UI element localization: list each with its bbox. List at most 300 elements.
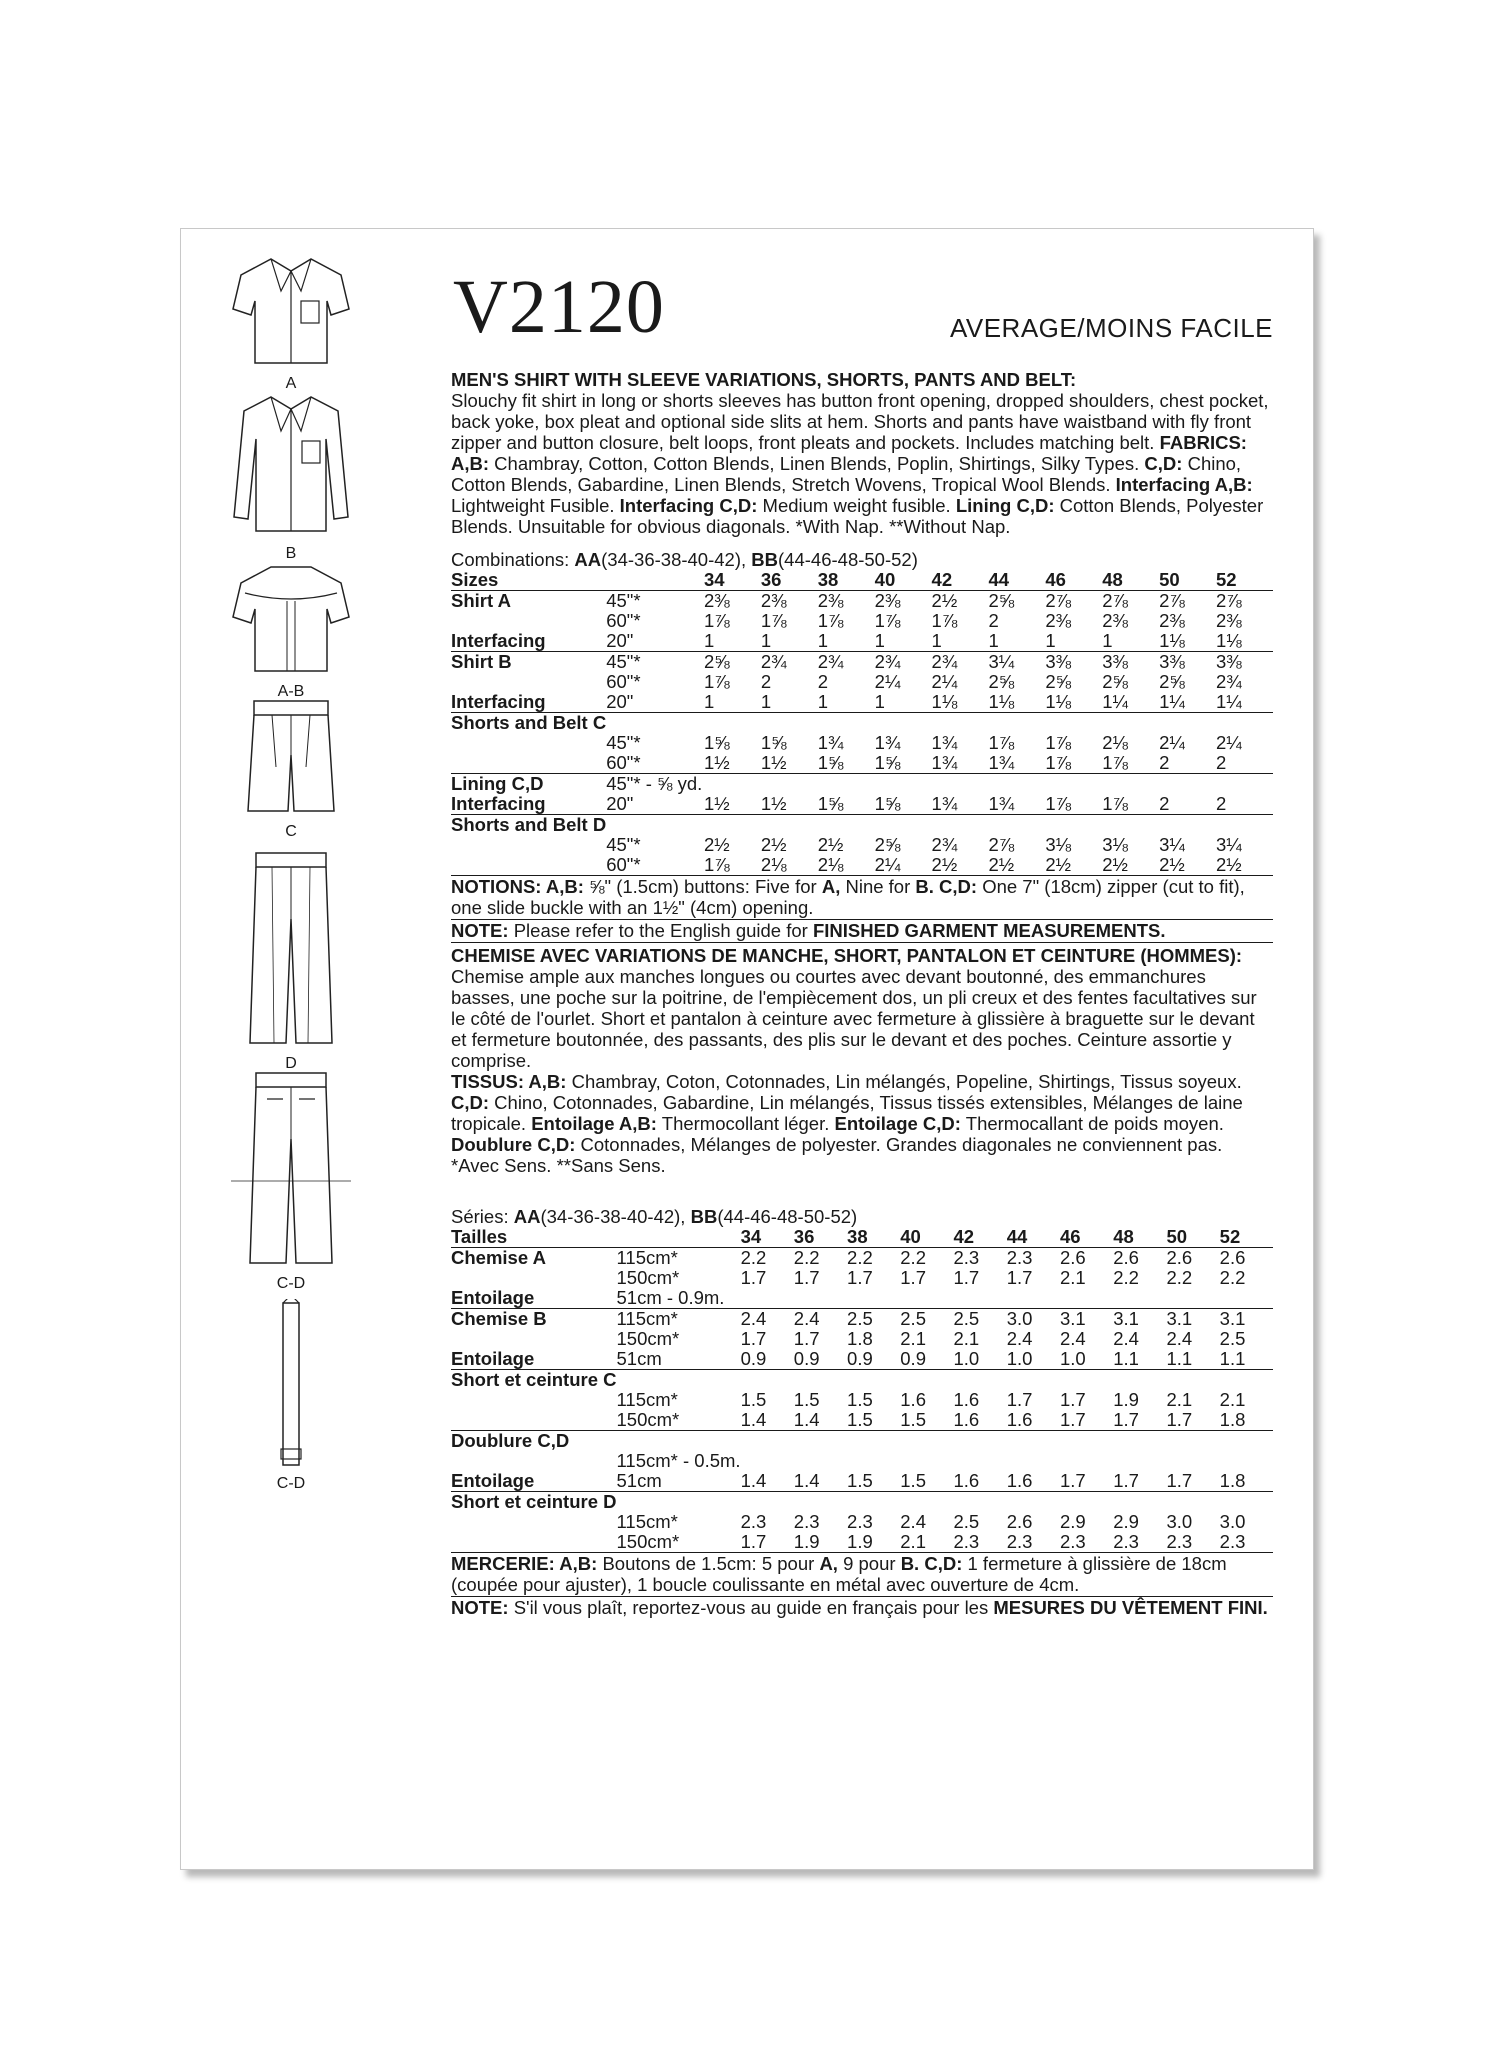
yardage-cell bbox=[932, 774, 989, 795]
yardage-cell: 1⅝ bbox=[703, 732, 730, 753]
yardage-cell: 1.6 bbox=[953, 1470, 980, 1491]
table-header-row bbox=[451, 1227, 1273, 1248]
yardage-cell: 1⅞ bbox=[931, 610, 958, 631]
yardage-cell: 2.3 bbox=[1220, 1532, 1273, 1553]
fabric-width bbox=[617, 1492, 741, 1513]
yardage-cell: 3¼ bbox=[1216, 834, 1242, 855]
table-row bbox=[451, 692, 1273, 713]
row-label: Tailles bbox=[451, 1227, 617, 1248]
fabrics-label: FABRICS: A,B: bbox=[451, 432, 1247, 474]
yardage-cell: 2.1 bbox=[1059, 1267, 1086, 1288]
fabric-width: 45"* - ⅝ yd. bbox=[606, 773, 703, 794]
yardage-cell: 2.2 bbox=[1219, 1267, 1246, 1288]
yardage-cell: 1.5 bbox=[740, 1389, 767, 1410]
row-label: Lining C,D bbox=[451, 774, 606, 795]
row-label bbox=[451, 835, 606, 855]
yardage-cell bbox=[900, 1431, 953, 1452]
belt-icon bbox=[271, 1299, 311, 1469]
yardage-cell: 3⅜ bbox=[1159, 652, 1216, 673]
yardage-cell: 2.5 bbox=[847, 1309, 900, 1330]
yardage-cell bbox=[847, 1370, 900, 1391]
yardage-cell: 1.7 bbox=[1166, 1409, 1193, 1430]
row-label: Interfacing bbox=[451, 630, 546, 651]
yardage-cell: 1⅛ bbox=[1159, 630, 1185, 651]
yardage-cell: 34 bbox=[741, 1227, 794, 1248]
row-label bbox=[451, 753, 606, 774]
yardage-cell: 2.2 bbox=[1166, 1267, 1193, 1288]
yardage-cell bbox=[932, 713, 989, 734]
long-sleeve-shirt-icon bbox=[226, 389, 356, 539]
yardage-cell bbox=[1216, 774, 1273, 795]
yardage-cell: 2.4 bbox=[900, 1511, 926, 1532]
yardage-cell: 38 bbox=[818, 570, 875, 591]
fabric-width: 20" bbox=[606, 793, 634, 814]
yardage-cell bbox=[794, 1431, 847, 1452]
fabric-width bbox=[617, 1431, 741, 1452]
yardage-cell: 2.3 bbox=[740, 1511, 767, 1532]
french-mercerie: MERCERIE: A,B: Boutons de 1.5cm: 5 pour A, 9 pour B. C,D: 1 fermeture à glissière de 18cm (coupée pour ajuster), 1 boucle coulissante en métal avec ouverture de 4cm. bbox=[451, 1553, 1273, 1597]
yardage-cell: 2.5 bbox=[954, 1309, 1007, 1330]
yardage-cell: 2⅜ bbox=[1216, 610, 1242, 631]
yardage-cell: 1.5 bbox=[847, 1389, 873, 1410]
yardage-cell bbox=[1060, 1288, 1113, 1309]
yardage-cell: 1.8 bbox=[847, 1328, 873, 1349]
pattern-envelope-back bbox=[180, 228, 1314, 1870]
yardage-cell: 50 bbox=[1159, 570, 1216, 591]
table-row bbox=[451, 1410, 1273, 1431]
yardage-cell: 2⅝ bbox=[988, 590, 1015, 611]
row-label: Entoilage bbox=[451, 1470, 535, 1491]
yardage-cell bbox=[1102, 713, 1159, 734]
yardage-cell: 1.7 bbox=[741, 1532, 794, 1553]
yardage-cell: 2.9 bbox=[1113, 1511, 1139, 1532]
yardage-cell bbox=[988, 713, 1045, 734]
yardage-cell: 1¾ bbox=[817, 732, 844, 753]
fabric-width: 51cm bbox=[616, 1348, 662, 1369]
table-row bbox=[451, 815, 1273, 836]
yardage-cell: 1⅝ bbox=[817, 752, 844, 773]
yardage-cell bbox=[818, 774, 875, 795]
view-b-thumbnail bbox=[221, 389, 361, 563]
table-row bbox=[451, 855, 1273, 876]
table-row bbox=[451, 794, 1273, 815]
yardage-cell: 1½ bbox=[760, 752, 787, 773]
yardage-cell: 1.1 bbox=[1219, 1348, 1246, 1369]
view-cd-back-thumbnail bbox=[221, 1069, 361, 1293]
yardage-cell bbox=[954, 1431, 1007, 1452]
yardage-cell: 1.6 bbox=[900, 1389, 926, 1410]
row-label: Short et ceinture C bbox=[451, 1369, 617, 1390]
table-row bbox=[451, 1248, 1273, 1269]
yardage-cell: 38 bbox=[847, 1227, 900, 1248]
yardage-cell: 1 bbox=[874, 691, 885, 712]
yardage-cell bbox=[761, 713, 818, 734]
yardage-cell: 2.3 bbox=[954, 1532, 1007, 1553]
yardage-cell bbox=[1166, 1288, 1219, 1309]
fabric-width: 115cm* bbox=[616, 1389, 678, 1410]
yardage-cell: 1⅞ bbox=[703, 610, 730, 631]
yardage-cell bbox=[1166, 1451, 1219, 1471]
yardage-cell: 1.7 bbox=[953, 1267, 980, 1288]
yardage-cell bbox=[875, 713, 932, 734]
yardage-cell: 36 bbox=[794, 1227, 847, 1248]
view-label: B bbox=[285, 545, 297, 562]
yardage-cell: 1 bbox=[988, 630, 999, 651]
yardage-cell: 2½ bbox=[988, 855, 1045, 876]
row-label bbox=[451, 733, 606, 753]
yardage-cell bbox=[1060, 1492, 1113, 1513]
yardage-cell: 1 bbox=[817, 691, 829, 712]
yardage-cell: 1⅝ bbox=[874, 793, 901, 814]
fabric-width: 20" bbox=[606, 691, 634, 712]
yardage-cell: 2.1 bbox=[1166, 1389, 1193, 1410]
yardage-cell bbox=[1045, 774, 1102, 795]
table-row bbox=[451, 591, 1273, 612]
yardage-cell bbox=[1060, 1370, 1113, 1391]
row-label: Chemise B bbox=[451, 1309, 617, 1330]
view-label: A-B bbox=[277, 683, 305, 700]
yardage-cell bbox=[932, 815, 989, 836]
lining-cd-label: Lining C,D: bbox=[955, 495, 1055, 516]
interfacing-ab: Lightweight Fusible. bbox=[451, 495, 615, 516]
yardage-cell bbox=[818, 815, 875, 836]
french-note: NOTE: S'il vous plaît, reportez-vous au guide en français pour les MESURES DU VÊTEMENT FINI. bbox=[451, 1597, 1268, 1618]
yardage-cell: 1.7 bbox=[1166, 1470, 1193, 1491]
yardage-cell: 2½ bbox=[1102, 855, 1159, 876]
view-d-thumbnail bbox=[221, 849, 361, 1073]
yardage-cell: 2¾ bbox=[875, 652, 932, 673]
yardage-cell: 2⅜ bbox=[703, 590, 730, 611]
yardage-cell bbox=[1007, 1370, 1060, 1391]
view-label: A bbox=[285, 375, 297, 392]
yardage-cell: 2 bbox=[760, 671, 772, 692]
yardage-cell: 2.2 bbox=[793, 1247, 820, 1268]
yardage-cell: 1.6 bbox=[1006, 1409, 1033, 1430]
yardage-cell: 1.7 bbox=[1059, 1470, 1086, 1491]
yardage-cell: 2.4 bbox=[1113, 1328, 1139, 1349]
view-label: C-D bbox=[276, 1275, 306, 1292]
yardage-cell bbox=[1102, 815, 1159, 836]
yardage-cell: 2¾ bbox=[931, 834, 958, 855]
yardage-cell: 50 bbox=[1166, 1227, 1219, 1248]
yardage-cell bbox=[1159, 774, 1216, 795]
table-row bbox=[451, 1512, 1273, 1532]
yardage-cell: 2.9 bbox=[1059, 1511, 1086, 1532]
yardage-cell bbox=[900, 1288, 953, 1309]
fabric-width: 60"* bbox=[606, 671, 641, 692]
yardage-cell: 1.7 bbox=[793, 1328, 820, 1349]
yardage-cell: 3⅜ bbox=[1045, 652, 1102, 673]
yardage-cell bbox=[1216, 713, 1273, 734]
yardage-cell: 44 bbox=[988, 570, 1045, 591]
yardage-cell: 0.9 bbox=[900, 1348, 926, 1369]
yardage-cell: 1⅞ bbox=[988, 732, 1015, 753]
yardage-cell: 2½ bbox=[817, 834, 844, 855]
table-row bbox=[451, 1370, 1273, 1391]
yardage-cell: 1¼ bbox=[1216, 691, 1242, 712]
yardage-cell: 1.7 bbox=[1006, 1267, 1033, 1288]
shorts-icon bbox=[246, 697, 336, 817]
yardage-cell bbox=[1216, 815, 1273, 836]
yardage-cell: 2⅝ bbox=[704, 652, 761, 673]
yardage-cell bbox=[1113, 1431, 1166, 1452]
yardage-cell: 1.4 bbox=[793, 1409, 820, 1430]
description-text: Slouchy fit shirt in long or shorts sleeves has button front opening, dropped shoulders, chest pocket, back yoke, box pleat and optional side slits at hem. Shorts and pants have waistband with fly front zipper and button closure, belt loops, front pleats and pockets. Includes matching belt. bbox=[451, 390, 1269, 453]
yardage-cell: 2⅜ bbox=[1102, 610, 1128, 631]
yardage-cell: 1.4 bbox=[793, 1470, 820, 1491]
yardage-cell bbox=[741, 1451, 794, 1471]
yardage-cell: 1.8 bbox=[1219, 1409, 1246, 1430]
view-c-thumbnail bbox=[221, 697, 361, 841]
yardage-cell: 1⅞ bbox=[1045, 793, 1072, 814]
yardage-cell: 1.5 bbox=[900, 1470, 926, 1491]
pattern-number: V2120 bbox=[453, 265, 665, 349]
yardage-cell: 2½ bbox=[1045, 855, 1102, 876]
yardage-cell: 1½ bbox=[703, 793, 730, 814]
yardage-cell: 2.3 bbox=[1060, 1532, 1113, 1553]
yardage-cell bbox=[741, 1492, 794, 1513]
yardage-cell: 2⅝ bbox=[1102, 671, 1128, 692]
yardage-cell: 1⅞ bbox=[1045, 752, 1072, 773]
table-row bbox=[451, 672, 1273, 692]
yardage-cell bbox=[1220, 1431, 1273, 1452]
yardage-cell: 1 bbox=[760, 630, 772, 651]
yardage-cell: 1.5 bbox=[847, 1470, 873, 1491]
yardage-cell bbox=[1166, 1431, 1219, 1452]
table-row bbox=[451, 1268, 1273, 1288]
yardage-cell: 1.5 bbox=[793, 1389, 820, 1410]
row-label: Chemise A bbox=[451, 1247, 546, 1268]
fabric-width: 115cm* bbox=[616, 1511, 678, 1532]
yardage-cell bbox=[1113, 1370, 1166, 1391]
table-row bbox=[451, 835, 1273, 855]
yardage-cell: 1¾ bbox=[931, 793, 958, 814]
row-label: Shirt B bbox=[451, 652, 606, 673]
yardage-cell: 36 bbox=[761, 570, 818, 591]
yardage-cell: 2½ bbox=[760, 834, 787, 855]
table-row bbox=[451, 1471, 1273, 1492]
yardage-cell bbox=[900, 1492, 953, 1513]
yardage-cell: 3¼ bbox=[988, 652, 1045, 673]
yardage-cell: 2.4 bbox=[741, 1309, 794, 1330]
yardage-cell: 2⅝ bbox=[1045, 671, 1072, 692]
yardage-cell: 1 bbox=[931, 630, 942, 651]
yardage-cell bbox=[1007, 1431, 1060, 1452]
yardage-cell: 1 bbox=[874, 630, 885, 651]
yardage-cell bbox=[761, 774, 818, 795]
yardage-cell: 2 bbox=[1159, 793, 1170, 814]
row-label bbox=[451, 1451, 617, 1471]
yardage-cell: 1.7 bbox=[1113, 1409, 1139, 1430]
table-row bbox=[451, 1492, 1273, 1513]
table-row bbox=[451, 774, 1273, 795]
fabric-width: 60"* bbox=[606, 855, 704, 876]
table-row bbox=[451, 1349, 1273, 1370]
yardage-cell: 2⅞ bbox=[1216, 590, 1242, 611]
table-row bbox=[451, 733, 1273, 753]
yardage-cell bbox=[818, 713, 875, 734]
yardage-cell: 1.8 bbox=[1219, 1470, 1246, 1491]
yardage-cell: 2.2 bbox=[900, 1247, 926, 1268]
yardage-cell bbox=[1113, 1451, 1166, 1471]
pattern-content bbox=[451, 369, 1273, 1618]
row-label bbox=[451, 672, 606, 692]
row-label: Short et ceinture D bbox=[451, 1491, 617, 1512]
row-label: Sizes bbox=[451, 570, 606, 591]
yardage-cell: 2⅞ bbox=[1159, 590, 1185, 611]
yardage-cell: 42 bbox=[954, 1227, 1007, 1248]
yardage-cell: 1¼ bbox=[1102, 691, 1128, 712]
yardage-cell bbox=[988, 815, 1045, 836]
yardage-cell: 1½ bbox=[703, 752, 730, 773]
yardage-cell: 2¼ bbox=[1216, 732, 1242, 753]
yardage-cell: 1.7 bbox=[900, 1267, 926, 1288]
yardage-cell bbox=[900, 1451, 953, 1471]
yardage-cell: 2.2 bbox=[1113, 1267, 1139, 1288]
yardage-cell: 1.9 bbox=[847, 1532, 900, 1553]
yardage-cell: 40 bbox=[875, 570, 932, 591]
yardage-cell bbox=[741, 1370, 794, 1391]
row-label: Shorts and Belt D bbox=[451, 814, 607, 835]
row-label: Entoilage bbox=[451, 1348, 535, 1369]
fabric-width: 60"* bbox=[606, 752, 641, 773]
yardage-cell: 1¼ bbox=[1159, 691, 1185, 712]
yardage-cell: 2⅝ bbox=[1159, 671, 1185, 692]
yardage-cell bbox=[847, 1451, 900, 1471]
table-row bbox=[451, 1288, 1273, 1309]
yardage-cell: 1.7 bbox=[847, 1267, 873, 1288]
yardage-cell: 1.0 bbox=[953, 1348, 980, 1369]
fabrics-ab: Chambray, Cotton, Cotton Blends, Linen Blends, Poplin, Shirtings, Silky Types. bbox=[494, 453, 1140, 474]
yardage-cell: 2.5 bbox=[1219, 1328, 1246, 1349]
yardage-cell: 2⅛ bbox=[818, 855, 875, 876]
yardage-cell: 46 bbox=[1045, 570, 1102, 591]
yardage-cell: 2⅝ bbox=[988, 671, 1015, 692]
yardage-cell: 40 bbox=[900, 1227, 953, 1248]
yardage-cell: 2⅞ bbox=[1045, 590, 1072, 611]
row-label: Interfacing bbox=[451, 793, 546, 814]
belt-thumbnail bbox=[221, 1299, 361, 1493]
yardage-cell: 3.0 bbox=[1007, 1309, 1060, 1330]
yardage-cell: 2.6 bbox=[1059, 1247, 1086, 1268]
yardage-cell: 1⅛ bbox=[931, 691, 958, 712]
yardage-cell bbox=[1220, 1288, 1273, 1309]
yardage-cell bbox=[1220, 1492, 1273, 1513]
yardage-cell: 1⅞ bbox=[703, 671, 730, 692]
yardage-cell: 2.1 bbox=[953, 1328, 980, 1349]
yardage-cell bbox=[847, 1492, 900, 1513]
yardage-cell: 2⅞ bbox=[988, 834, 1015, 855]
yardage-cell bbox=[1007, 1288, 1060, 1309]
yardage-cell: 52 bbox=[1216, 570, 1273, 591]
yardage-cell bbox=[794, 1288, 847, 1309]
yardage-cell: 2.1 bbox=[900, 1532, 953, 1553]
yardage-cell bbox=[1113, 1492, 1166, 1513]
yardage-cell: 1¾ bbox=[874, 732, 901, 753]
yardage-cell: 1.0 bbox=[1059, 1348, 1086, 1369]
fabric-width: 51cm bbox=[616, 1470, 662, 1491]
english-yardage-table bbox=[451, 570, 1273, 876]
yardage-cell bbox=[1102, 774, 1159, 795]
yardage-cell bbox=[1113, 1288, 1166, 1309]
yardage-cell: 2⅛ bbox=[1102, 732, 1128, 753]
fabric-width: 51cm - 0.9m. bbox=[616, 1287, 725, 1308]
interfacing-cd: Medium weight fusible. bbox=[762, 495, 951, 516]
yardage-cell: 3.1 bbox=[1113, 1309, 1166, 1330]
table-row bbox=[451, 1451, 1273, 1471]
yardage-cell: 1.7 bbox=[740, 1328, 767, 1349]
yardage-cell bbox=[741, 1431, 794, 1452]
yardage-cell bbox=[704, 815, 761, 836]
yardage-cell: 1.5 bbox=[900, 1409, 926, 1430]
yardage-cell: 1⅞ bbox=[1102, 752, 1128, 773]
interfacing-ab-label: Interfacing A,B: bbox=[1115, 474, 1253, 495]
yardage-cell: 2⅞ bbox=[1102, 590, 1128, 611]
yardage-cell bbox=[1060, 1451, 1113, 1471]
yardage-cell: 1.7 bbox=[1059, 1409, 1086, 1430]
yardage-cell: 3.0 bbox=[1219, 1511, 1246, 1532]
yardage-cell: 3.1 bbox=[1220, 1309, 1273, 1330]
yardage-cell: 2½ bbox=[931, 590, 958, 611]
yardage-cell: 2¼ bbox=[875, 855, 932, 876]
fabric-width: 45"* bbox=[606, 652, 704, 673]
lining-cd: Cotton Blends, Polyester Blends. Unsuitable for obvious diagonals. *With Nap. **Without Nap. bbox=[451, 495, 1264, 537]
yardage-cell bbox=[954, 1451, 1007, 1471]
yardage-cell: 2.5 bbox=[953, 1511, 980, 1532]
row-label bbox=[451, 1512, 617, 1532]
yardage-cell bbox=[847, 1288, 900, 1309]
yardage-cell: 2.6 bbox=[1166, 1247, 1193, 1268]
yardage-cell: 1.9 bbox=[1113, 1389, 1139, 1410]
yardage-cell: 2¾ bbox=[1216, 671, 1242, 692]
yardage-cell: 1.7 bbox=[793, 1267, 820, 1288]
fabric-width: 45"* bbox=[606, 590, 641, 611]
yardage-cell: 1½ bbox=[760, 793, 787, 814]
french-combinations: Séries: AA(34-36-38-40-42), BB(44-46-48-50-52) bbox=[451, 1206, 858, 1227]
yardage-cell: 1.7 bbox=[1113, 1470, 1139, 1491]
yardage-cell: 2.3 bbox=[1166, 1532, 1219, 1553]
yardage-cell: 1.6 bbox=[1006, 1470, 1033, 1491]
yardage-cell: 1⅛ bbox=[988, 691, 1015, 712]
yardage-cell bbox=[1045, 815, 1102, 836]
row-label bbox=[451, 1410, 617, 1431]
yardage-cell: 3⅛ bbox=[1045, 834, 1072, 855]
view-label: D bbox=[285, 1055, 297, 1072]
pants-back-icon bbox=[231, 1069, 351, 1269]
table-row bbox=[451, 652, 1273, 673]
yardage-cell: 1.7 bbox=[1059, 1389, 1086, 1410]
fabric-width: 115cm* - 0.5m. bbox=[616, 1450, 741, 1471]
fabric-width: 45"* bbox=[606, 834, 641, 855]
yardage-cell bbox=[954, 1492, 1007, 1513]
yardage-cell: 1 bbox=[817, 630, 829, 651]
fabric-width: 60"* bbox=[606, 610, 641, 631]
yardage-cell: 1⅝ bbox=[874, 752, 901, 773]
yardage-cell bbox=[954, 1370, 1007, 1391]
view-a-thumbnail bbox=[221, 251, 361, 393]
yardage-cell: 2¼ bbox=[1159, 732, 1185, 753]
yardage-cell: 2.2 bbox=[847, 1247, 873, 1268]
table-row bbox=[451, 1329, 1273, 1349]
difficulty-rating: AVERAGE/MOINS FACILE bbox=[949, 313, 1273, 343]
yardage-cell: 2¼ bbox=[931, 671, 958, 692]
yardage-cell: 2¾ bbox=[761, 652, 818, 673]
yardage-cell: 3.1 bbox=[1060, 1309, 1113, 1330]
yardage-cell: 2⅜ bbox=[817, 590, 844, 611]
yardage-cell: 2.6 bbox=[1219, 1247, 1246, 1268]
english-title: MEN'S SHIRT WITH SLEEVE VARIATIONS, SHORTS, PANTS AND BELT: bbox=[451, 369, 1077, 390]
row-label bbox=[451, 1390, 617, 1410]
